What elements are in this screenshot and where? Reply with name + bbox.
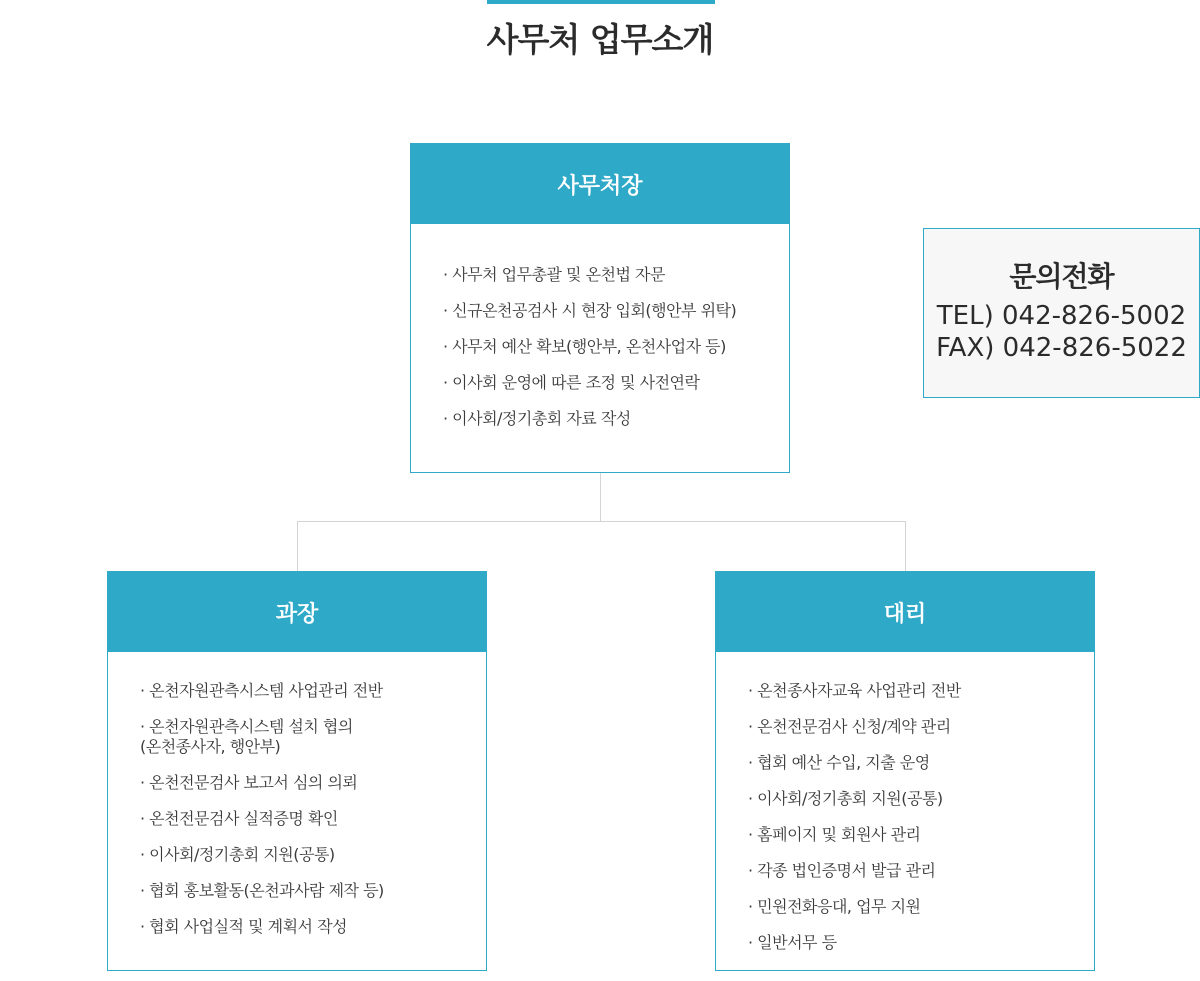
chief-duty-list bbox=[411, 224, 789, 429]
connector-line-left bbox=[297, 521, 298, 571]
org-node-chief-title: 사무처장 bbox=[411, 144, 789, 224]
org-node-manager-title: 과장 bbox=[108, 572, 486, 652]
contact-title: 문의전화 bbox=[1009, 260, 1114, 293]
duty-item: · 온천전문검사 보고서 심의 의뢰 bbox=[140, 773, 476, 793]
duty-item: · 각종 법인증명서 발급 관리 bbox=[748, 861, 1084, 881]
duty-item: · 일반서무 등 bbox=[748, 933, 1084, 953]
contact-box bbox=[923, 228, 1200, 398]
duty-item: · 온천자원관측시스템 사업관리 전반 bbox=[140, 681, 476, 701]
duty-item: · 이사회/정기총회 자료 작성 bbox=[443, 409, 779, 429]
org-node-chief bbox=[410, 143, 790, 473]
org-node-manager bbox=[107, 571, 487, 971]
title-accent-bar bbox=[487, 0, 715, 4]
duty-item: · 신규온천공검사 시 현장 입회(행안부 위탁) bbox=[443, 301, 779, 321]
duty-item: · 협회 예산 수입, 지출 운영 bbox=[748, 753, 1084, 773]
duty-item: · 온천종사자교육 사업관리 전반 bbox=[748, 681, 1084, 701]
org-node-deputy bbox=[715, 571, 1095, 971]
deputy-duty-list bbox=[716, 652, 1094, 953]
duty-item: · 홈페이지 및 회원사 관리 bbox=[748, 825, 1084, 845]
duty-item: · 협회 사업실적 및 계획서 작성 bbox=[140, 917, 476, 937]
duty-item: · 온천전문검사 신청/계약 관리 bbox=[748, 717, 1084, 737]
manager-duty-list bbox=[108, 652, 486, 937]
connector-line-horizontal bbox=[297, 521, 906, 522]
duty-item: · 온천자원관측시스템 설치 협의 (온천종사자, 행안부) bbox=[140, 717, 476, 757]
duty-item: · 이사회/정기총회 지원(공통) bbox=[140, 845, 476, 865]
duty-item: · 사무처 업무총괄 및 온천법 자문 bbox=[443, 265, 779, 285]
duty-item: · 이사회/정기총회 지원(공통) bbox=[748, 789, 1084, 809]
connector-line-right bbox=[905, 521, 906, 571]
duty-item: · 민원전화응대, 업무 지원 bbox=[748, 897, 1084, 917]
duty-item: · 이사회 운영에 따른 조정 및 사전연락 bbox=[443, 373, 779, 393]
contact-tel[interactable]: TEL) 042-826-5002 bbox=[936, 301, 1187, 331]
org-node-deputy-title: 대리 bbox=[716, 572, 1094, 652]
page-title: 사무처 업무소개 bbox=[486, 20, 714, 59]
duty-item: · 협회 홍보활동(온천과사람 제작 등) bbox=[140, 881, 476, 901]
duty-item: · 사무처 예산 확보(행안부, 온천사업자 등) bbox=[443, 337, 779, 357]
duty-item: · 온천전문검사 실적증명 확인 bbox=[140, 809, 476, 829]
connector-line-vertical bbox=[600, 473, 601, 522]
contact-fax: FAX) 042-826-5022 bbox=[936, 333, 1187, 363]
